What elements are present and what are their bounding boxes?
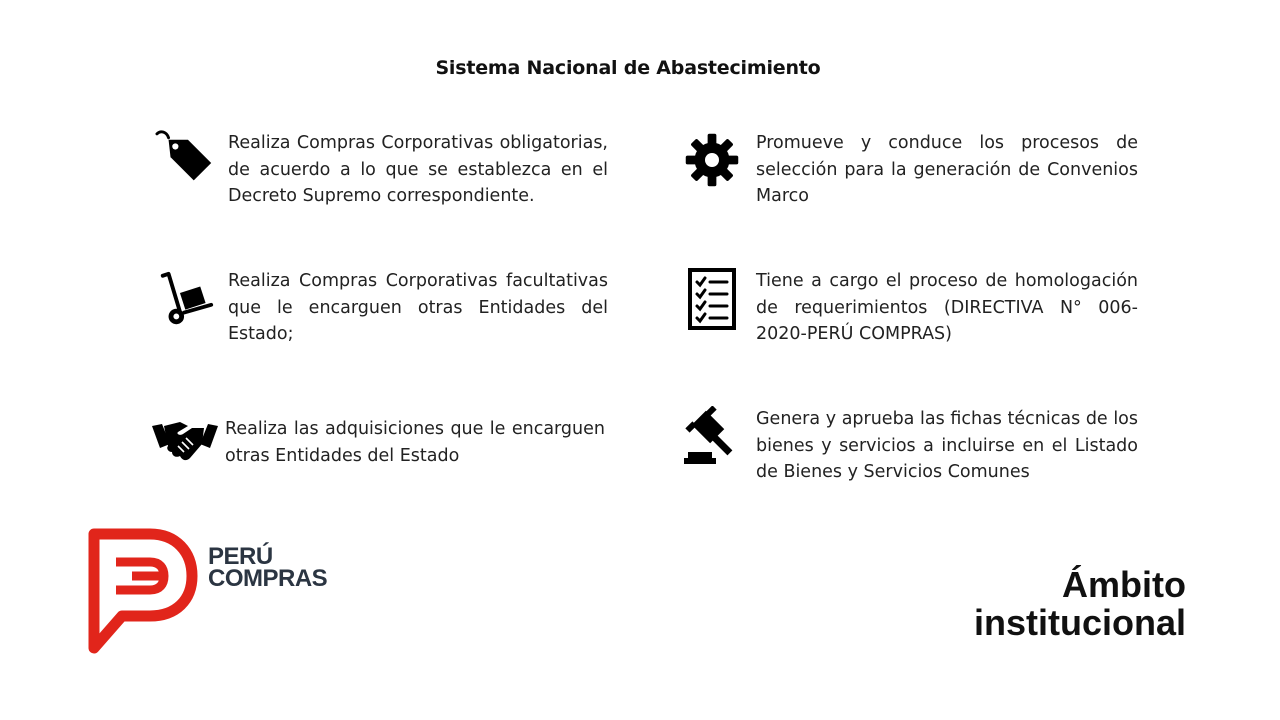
list-item-fichas-tecnicas [684,406,1144,496]
checklist-icon [688,268,736,330]
price-tag-icon [155,130,217,192]
peru-compras-logo [88,528,348,654]
item-text: Realiza Compras Corporativas obligatorias, de acuerdo a lo que se establezca en el Decreto Supremo correspondiente. [228,133,608,206]
logo-line-1: PERÚ [208,543,273,570]
list-item-homologacion [684,268,1144,358]
logo-wordmark [208,543,328,592]
section-label-line-2: institucional [973,602,1186,643]
handshake-icon [152,416,218,466]
item-text: Genera y aprueba las fichas técnicas de los bienes y servicios a incluirse en el Listado de Bienes y Servicios Comunes [756,409,1138,482]
gavel-icon [684,406,744,466]
item-text: Realiza las adquisiciones que le encarguen otras Entidades del Estado [225,419,605,466]
list-item-compras-obligatorias [155,130,615,220]
logo-line-2: COMPRAS [208,565,328,592]
list-item-compras-facultativas [155,268,615,358]
peru-compras-logo-mark-icon [88,528,198,654]
hand-truck-icon [155,268,217,330]
item-text: Tiene a cargo el proceso de homologación de requerimientos (DIRECTIVA N° 006-2020-PERÚ COMPRAS) [756,271,1138,344]
item-text: Realiza Compras Corporativas facultativas que le encarguen otras Entidades del Estado; [228,271,608,344]
section-label-line-1: Ámbito [1062,564,1186,605]
gear-icon [684,132,740,188]
list-item-convenios-marco [684,130,1144,220]
item-text: Promueve y conduce los procesos de selección para la generación de Convenios Marco [756,133,1138,206]
list-item-adquisiciones [152,416,612,476]
section-label [974,566,1186,642]
page-title: Sistema Nacional de Abastecimiento [435,57,821,79]
